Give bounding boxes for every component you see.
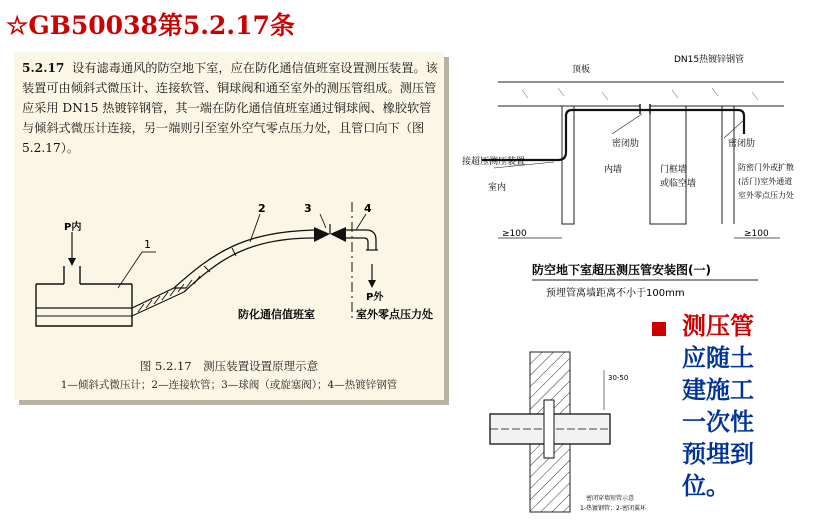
note-line-5: 预埋到 (682, 440, 754, 468)
figure-caption: 图 5.2.17 测压装置设置原理示意 (139, 359, 319, 373)
sleeve-caption-2: 1-热镀钢管；2-密闭翼环 (580, 505, 646, 512)
label-outside-3: 室外零点压力处 (738, 191, 794, 200)
dim-right: ≥100 (744, 229, 769, 239)
label-top-slab: 顶板 (572, 65, 591, 75)
note-text (682, 310, 792, 502)
label-outside-1: 防密门外或扩散 (738, 163, 794, 172)
label-outside-2: (活门)室外通道 (738, 177, 793, 186)
embedded-pipe (482, 110, 744, 160)
label-indoor: 室内 (488, 183, 507, 193)
note-line-1: 测压管 (682, 312, 754, 340)
note-line-3: 建施工 (682, 376, 754, 404)
label-p-in: P内 (64, 222, 82, 233)
label-device: 接超压测压装置 (462, 157, 526, 167)
clause-panel (14, 52, 444, 400)
bullet-square (652, 322, 666, 336)
label-p-out: P外 (366, 292, 384, 303)
install-subcaption: 预埋管离墙距离不小于100mm (546, 288, 685, 299)
label-inside-room: 防化通信值班室 (238, 308, 315, 321)
label-outside-point: 室外零点压力处 (356, 308, 433, 321)
label-3: 3 (304, 202, 312, 215)
wall-sleeve-diagram (476, 350, 646, 526)
label-1: 1 (144, 238, 151, 251)
label-pipe: DN15热镀锌钢管 (674, 55, 745, 65)
dim-left: ≥100 (502, 229, 527, 239)
label-door2: 或临空墙 (660, 179, 697, 189)
principle-diagram (14, 52, 444, 400)
clause-text: 设有滤毒通风的防空地下室，应在防化通信值班室设置测压装置。该装置可由倾斜式微压计、连接软管、铜球阀和通至室外的测压管组成。测压管应采用 DN15 热镀锌钢管，其一端在防化通信值班室通过铜球阀、橡胶软管与倾斜式微压计连接，另一端则引至室外空气零点压力处，且管口向下（图 5.2.17）。 (22, 61, 438, 155)
label-seal-left: 密闭肋 (612, 139, 640, 149)
install-diagram (462, 50, 794, 302)
label-seal-right: 密闭肋 (728, 139, 756, 149)
sleeve-dim: 30-50 (608, 374, 629, 382)
steel-pipe (346, 230, 376, 250)
label-door: 门框墙 (660, 165, 688, 175)
label-2: 2 (258, 202, 266, 215)
clause-number: 5.2.17 (22, 61, 65, 75)
manometer-box (36, 284, 132, 326)
install-caption: 防空地下室超压测压管安装图(一) (532, 263, 711, 277)
note-line-4: 一次性 (682, 408, 754, 436)
sleeve-caption-1: 密闭穿墙短管示意 (586, 495, 635, 502)
label-4: 4 (364, 202, 372, 215)
ball-valve (314, 227, 330, 242)
note-line-2: 应随土 (682, 344, 754, 372)
page-title: ☆GB50038第5.2.17条 (6, 11, 295, 40)
note-line-6: 位。 (682, 472, 730, 500)
figure-legend: 1—倾斜式微压计；2—连接软管；3—球阀（或旋塞阀）；4—热镀锌钢管 (60, 379, 398, 391)
label-inner-wall: 内墙 (604, 165, 623, 175)
